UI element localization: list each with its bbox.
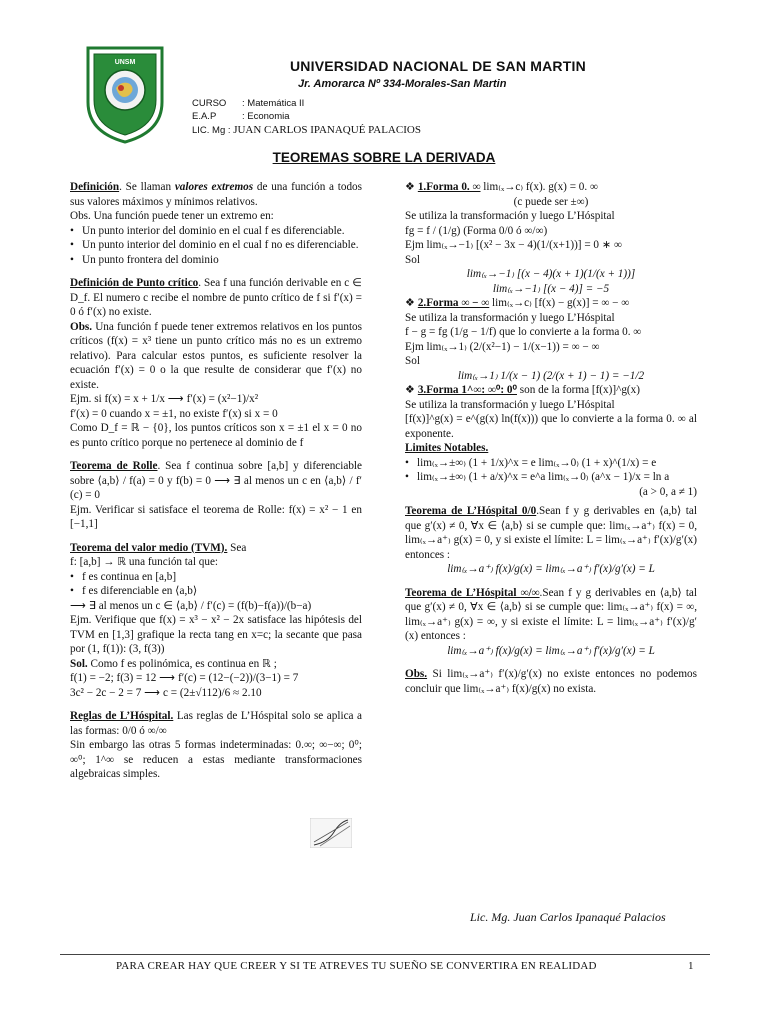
definition-title: Definición bbox=[70, 181, 120, 193]
tvm-sea: Sea bbox=[227, 541, 247, 554]
forma-1-example: Ejm lim₍ₓ→−1₎ [(x² − 3x − 4)(1/(x+1))] = 0 ∗ ∞ bbox=[405, 239, 622, 251]
forma-1-limit: lim₍ₓ→c₎ f(x). g(x) = 0. ∞ bbox=[483, 181, 598, 193]
page-number: 1 bbox=[688, 960, 694, 972]
eap-row bbox=[192, 110, 290, 124]
limits-condition: (a > 0, a ≠ 1) bbox=[639, 485, 697, 498]
definition-paragraph bbox=[70, 180, 362, 209]
forma-1-sol: Sol bbox=[405, 253, 420, 266]
tvm-line-2: 3c² − 2c − 2 = 7 ⟶ c = (2±√112)/6 ≈ 2.10 bbox=[70, 686, 262, 699]
course-row bbox=[192, 97, 304, 111]
hospital-more: Sin embargo las otras 5 formas indeterminadas: 0.∞; ∞−∞; 0⁰; ∞⁰; 1^∞ se reducen a estas mediante transformaciones algebraicas simples. bbox=[70, 739, 362, 780]
author-signature: Lic. Mg. Juan Carlos Ipanaqué Palacios bbox=[470, 910, 666, 924]
forma-1-transf: Se utiliza la transformación y luego L’Hóspital bbox=[405, 210, 615, 222]
rolle-paragraph bbox=[70, 459, 362, 503]
tvm-paragraph bbox=[70, 541, 362, 556]
limits-title-text: Limites Notables. bbox=[405, 442, 489, 454]
forma-3-eq: [f(x)]^g(x) = e^(g(x) ln(f(x))) que lo convierte a la forma 0. ∞ al exponente. bbox=[405, 413, 697, 440]
left-column bbox=[70, 180, 362, 782]
obs-label: Obs. bbox=[70, 320, 93, 333]
forma-1-step-2: lim₍ₓ→−1₎ [(x − 4)] = −5 bbox=[492, 282, 610, 295]
theorem-1-title: Teorema de L’Hóspital 0/0 bbox=[405, 505, 537, 517]
forma-2-heading bbox=[405, 296, 697, 311]
hospital-paragraph bbox=[70, 709, 362, 738]
forma-3-heading bbox=[405, 383, 697, 398]
tvm-list bbox=[70, 570, 362, 599]
university-address: Jr. Amorarca Nº 334-Morales-San Martin bbox=[298, 78, 507, 90]
sol-text: Como f es polinómica, es continua en ℝ ; bbox=[87, 657, 277, 670]
sol-label: Sol. bbox=[70, 657, 88, 670]
forma-2-title: 2.Forma ∞ − ∞ bbox=[417, 297, 490, 309]
forma-2-transf: Se utiliza la transformación y luego L’Hóspital bbox=[405, 311, 615, 324]
list-item: • lim₍ₓ→±∞₎ (1 + a/x)^x = e^a lim₍ₓ→0₎ (a^x − 1)/x = ln a bbox=[417, 470, 697, 485]
eap-value: : Economia bbox=[242, 111, 290, 122]
theorem-1-paragraph bbox=[405, 504, 697, 562]
lic-value: JUAN CARLOS IPANAQUÉ PALACIOS bbox=[233, 124, 421, 136]
right-column bbox=[405, 180, 697, 696]
university-name: UNIVERSIDAD NACIONAL DE SAN MARTIN bbox=[290, 58, 586, 74]
definition-text-a: . Se llaman bbox=[119, 181, 172, 193]
theorem-2-title: Teorema de L’Hóspital ∞/∞ bbox=[405, 586, 540, 599]
hospital-text: Las reglas de L’Hóspital solo se aplica a las formas: 0/0 ó ∞/∞ bbox=[70, 710, 362, 737]
page-title: TEOREMAS SOBRE LA DERIVADA bbox=[272, 150, 496, 165]
limits-list bbox=[405, 456, 697, 485]
rolle-title: Teorema de Rolle bbox=[70, 460, 158, 472]
hospital-title: Reglas de L’Hóspital. bbox=[70, 710, 174, 722]
theorem-2-eq: lim₍ₓ→a⁺₎ f(x)/g(x) = lim₍ₓ→a⁺₎ f′(x)/g′(x) = L bbox=[447, 644, 655, 657]
critical-point-obs bbox=[70, 320, 362, 393]
logo-letters: UNSM bbox=[114, 59, 136, 66]
rolle-text: . Sea f continua sobre [a,b] y diferenciable sobre ⟨a,b⟩ / f(a) = 0 y f(b) = 0 ⟶ ∃ al menos un c en ⟨a,b⟩ / f′(c) = 0 bbox=[70, 460, 362, 501]
tvm-solution bbox=[70, 657, 362, 672]
tvm-function: f: [a,b] → ℝ una función tal que: bbox=[70, 556, 219, 568]
forma-1-fg: fg = f / (1/g) (Forma 0/0 ó ∞/∞) bbox=[405, 224, 548, 237]
forma-2-step-1: lim₍ₓ→1₎ 1/(x − 1) (2/(x + 1) − 1) = −1/2 bbox=[457, 369, 645, 382]
lic-row bbox=[192, 123, 421, 138]
forma-3-transf: Se utiliza la transformación y luego L’Hóspital bbox=[405, 398, 615, 411]
final-obs-label: Obs. bbox=[405, 668, 428, 680]
example-1c: Como D_f = ℝ − {0}, los puntos críticos son x = ±1 el x = 0 no es punto crítico porque no pertenece al dominio de f bbox=[70, 422, 362, 449]
forma-2-limit: lim₍ₓ→c₎ [f(x) − g(x)] = ∞ − ∞ bbox=[492, 297, 630, 309]
forma-1-note: (c puede ser ±∞) bbox=[513, 195, 589, 208]
list-item: • lim₍ₓ→±∞₎ (1 + 1/x)^x = e lim₍ₓ→0₎ (1 + x)^(1/x) = e bbox=[417, 456, 697, 471]
tvm-conclusion: ⟶ ∃ al menos un c ∈ ⟨a,b⟩ / f′(c) = (f(b)−f(a))/(b−a) bbox=[70, 599, 312, 612]
theorem-1-text: .Sean f y g derivables en ⟨a,b⟩ tal que g′(x) ≠ 0, ∀x ∈ ⟨a,b⟩ si se cumple que: lim₍ₓ→a⁺₎ f(x) = 0, lim₍ₓ→a⁺₎ g(x) = 0, y si existe el límite: L = lim₍ₓ→a⁺₎ f′(x)/g′(x) entonces : bbox=[405, 505, 697, 561]
example-1b: f′(x) = 0 cuando x = ±1, no existe f′(x) si x = 0 bbox=[70, 407, 278, 420]
tvm-example: Ejm. Verifique que f(x) = x³ − x² − 2x satisface las hipótesis del TVM en [1,3] grafique la recta tang en x=c; la secante que pasa por (1, f(1)): (3, f(3)) bbox=[70, 614, 362, 655]
limits-title bbox=[405, 441, 697, 456]
example-1a: Ejm. si f(x) = x + 1/x ⟶ f′(x) = (x²−1)/x² bbox=[70, 393, 259, 405]
forma-2-example: Ejm lim₍ₓ→1₎ (2/(x²−1) − 1/(x−1)) = ∞ − ∞ bbox=[405, 340, 600, 353]
tvm-title: Teorema del valor medio (TVM). bbox=[70, 541, 228, 554]
obs-text: Una función f puede tener extremos relativos en los puntos críticos (f(x) = x³ tiene un punto crítico más no es un extremo relativo). Para calcular estos puntos, es suficiente resolver la ecuación f′(x) = 0 o la que resulte de considerar que f′(x) no existe. bbox=[70, 320, 363, 391]
list-item: • Un punto interior del dominio en el cual f es diferenciable. bbox=[82, 224, 362, 239]
critical-point-title: Definición de Punto crítico bbox=[70, 277, 199, 289]
list-item: • Un punto frontera del dominio bbox=[82, 253, 362, 268]
footer-divider bbox=[60, 954, 710, 955]
list-item: • Un punto interior del dominio en el cual f no es diferenciable. bbox=[82, 238, 362, 253]
course-value: : Matemática II bbox=[242, 98, 305, 109]
theorem-2-text: .Sean f y g derivables en ⟨a,b⟩ tal que g′(x) ≠ 0, ∀x ∈ ⟨a,b⟩ si se cumple que: lim₍ₓ→a⁺₎ f(x) = ∞, lim₍ₓ→a⁺₎ g(x) = ∞, y si existe el límite: L = lim₍ₓ→a⁺₎ f′(x)/g′(x) entonces : bbox=[405, 586, 698, 642]
diamond-bullet-icon: ❖ bbox=[405, 181, 418, 193]
critical-point-text: . Sea f una función derivable en c ∈ D_f. El numero c recibe el nombre de punto crítico de f si f′(x) = 0 ó f′(x) no existe. bbox=[70, 277, 362, 318]
definition-emphasis: valores extremos bbox=[174, 181, 254, 193]
tvm-graph-thumbnail bbox=[310, 818, 352, 848]
lic-label: LIC. Mg : bbox=[192, 125, 231, 136]
diamond-bullet-icon: ❖ bbox=[405, 297, 418, 309]
forma-1-step-1: lim₍ₓ→−1₎ [(x − 4)(x + 1)(1/(x + 1))] bbox=[466, 268, 636, 280]
forma-2-sol: Sol bbox=[405, 355, 420, 367]
list-item: • f es diferenciable en ⟨a,b⟩ bbox=[82, 584, 362, 599]
course-label: CURSO bbox=[192, 98, 227, 109]
forma-3-title: 3.Forma 1^∞: ∞⁰: 0⁰ bbox=[417, 384, 517, 396]
final-obs-text: Si lim₍ₓ→a⁺₎ f′(x)/g′(x) no existe entonces no podemos concluir que lim₍ₓ→a⁺₎ f(x)/g(x) no exista. bbox=[405, 668, 697, 695]
rolle-example: Ejm. Verificar si satisface el teorema de Rolle: f(x) = x² − 1 en [−1,1] bbox=[70, 503, 362, 530]
forma-2-fg: f − g = fg (1/g − 1/f) que lo convierte a la forma 0. ∞ bbox=[405, 326, 642, 338]
final-obs bbox=[405, 667, 697, 696]
list-item: • f es continua en [a,b] bbox=[82, 570, 362, 585]
obs-extremo: Obs. Una función puede tener un extremo en: bbox=[70, 210, 274, 222]
forma-3-text: son de la forma [f(x)]^g(x) bbox=[516, 384, 640, 396]
university-logo bbox=[84, 44, 166, 144]
forma-1-title: 1.Forma 0. ∞ bbox=[417, 181, 481, 193]
footer-motto: PARA CREAR HAY QUE CREER Y SI TE ATREVES TU SUEÑO SE CONVERTIRA EN REALIDAD bbox=[116, 960, 597, 972]
tvm-line-1: f(1) = −2; f(3) = 12 ⟶ f′(c) = (12−(−2))/(3−1) = 7 bbox=[70, 672, 299, 684]
extremo-list bbox=[70, 224, 362, 268]
critical-point-paragraph bbox=[70, 276, 362, 320]
theorem-1-eq: lim₍ₓ→a⁺₎ f(x)/g(x) = lim₍ₓ→a⁺₎ f′(x)/g′(x) = L bbox=[447, 563, 655, 575]
forma-1-heading bbox=[405, 180, 697, 195]
eap-label: E.A.P bbox=[192, 111, 217, 122]
definition-text-b: de una función a todos sus valores máximos y mínimos relativos. bbox=[70, 181, 363, 208]
theorem-2-paragraph bbox=[405, 586, 697, 644]
diamond-bullet-icon: ❖ bbox=[405, 384, 418, 396]
